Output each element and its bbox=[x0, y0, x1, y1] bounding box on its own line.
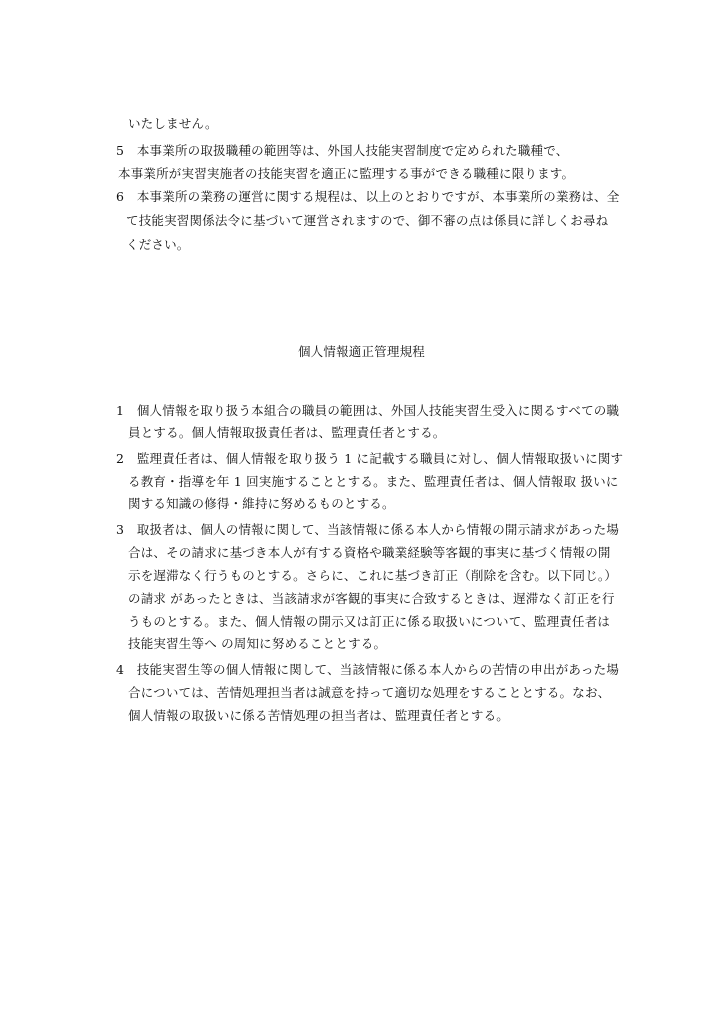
rule-2-line-2: る教育・指導を年 1 回実施することとする。また、監理責任者は、個人情報取 扱いに bbox=[128, 474, 619, 489]
rule-4-line-1: 4 技能実習生等の個人情報に関して、当該情報に係る本人からの苦情の申出があった場 bbox=[116, 662, 620, 677]
upper-line-4: 6 本事業所の業務の運営に関する規程は、以上のとおりですが、本事業所の業務は、全 bbox=[116, 189, 620, 204]
rule-3-line-5: うものとする。また、個人情報の開示又は訂正に係る取扱いについて、監理責任者は bbox=[128, 614, 611, 629]
rule-4-line-2: 合については、苦情処理担当者は誠意を持って適切な処理をすることとする。なお、 bbox=[128, 685, 611, 700]
rule-1-line-2: 員とする。個人情報取扱責任者は、監理責任者とする。 bbox=[128, 425, 446, 440]
rule-3-line-6: 技能実習生等へ の周知に努めることとする。 bbox=[128, 636, 387, 651]
rule-3-line-3: 示を遅滞なく行うものとする。さらに、これに基づき訂正（削除を含む。以下同じ。） bbox=[128, 568, 618, 583]
rule-3-line-2: 合は、その請求に基づき本人が有する資格や職業経験等客観的事実に基づく情報の開 bbox=[128, 545, 611, 560]
section-title: 個人情報適正管理規程 bbox=[297, 344, 425, 359]
upper-line-3: 本事業所が実習実施者の技能実習を適正に監理する事ができる職種に限ります。 bbox=[118, 166, 575, 181]
rule-2-line-3: 関する知識の修得・維持に努めるものとする。 bbox=[128, 496, 395, 511]
rule-3-line-1: 3 取扱者は、個人の情報に関して、当該情報に係る本人から情報の開示請求があった場 bbox=[116, 522, 620, 537]
upper-line-2: 5 本事業所の取扱職種の範囲等は、外国人技能実習制度で定められた職種で、 bbox=[116, 143, 569, 158]
rule-2-line-1: 2 監理責任者は、個人情報を取り扱う 1 に記載する職員に対し、個人情報取扱いに関す bbox=[116, 451, 624, 466]
rule-4-line-3: 個人情報の取扱いに係る苦情処理の担当者は、監理責任者とする。 bbox=[128, 708, 510, 723]
rule-1-line-1: 1 個人情報を取り扱う本組合の職員の範囲は、外国人技能実習生受入に関るすべての職 bbox=[116, 403, 620, 418]
rule-3-line-4: の請求 があったときは、当該請求が客観的事実に合致するときは、遅滞なく訂正を行 bbox=[128, 591, 615, 606]
upper-line-1: いたしません。 bbox=[128, 116, 218, 131]
upper-line-6: ください。 bbox=[126, 237, 190, 252]
upper-line-5: て技能実習関係法令に基づいて運営されますので、御不審の点は係員に詳しくお尋ね bbox=[126, 213, 609, 228]
